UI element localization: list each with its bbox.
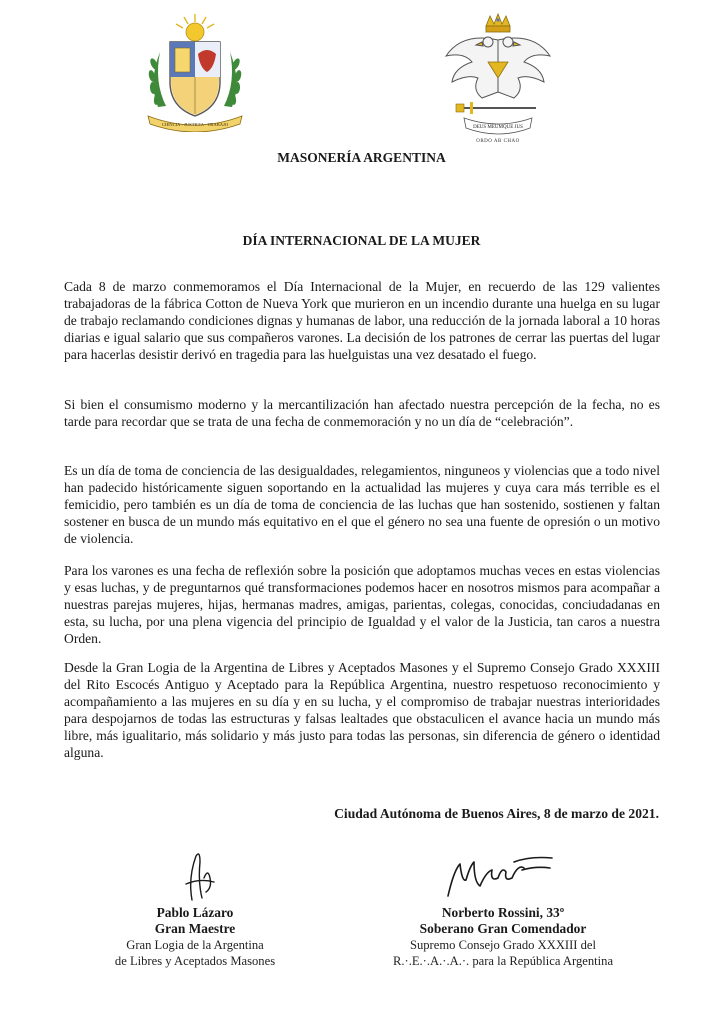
signatory-left — [75, 905, 315, 969]
organization-title: MASONERÍA ARGENTINA — [277, 150, 446, 165]
right-logo-ribbon-text: DEUS MEUMQUE JUS — [473, 125, 523, 130]
double-headed-eagle-logo — [442, 12, 554, 152]
sword-icon — [456, 102, 536, 114]
signatory-affiliation: Gran Logia de la Argentina — [126, 938, 264, 952]
body-paragraph-2: Si bien el consumismo moderno y la mercantilización han afectado nuestra percepción de la fecha, no es tarde para recordar que se trata de una fecha de conmemoración y no un día de “celebración”. — [64, 397, 660, 429]
signatory-affiliation: de Libres y Aceptados Masones — [114, 954, 276, 968]
body-paragraph-1: Cada 8 de marzo conmemoramos el Día Internacional de la Mujer, en recuerdo de las 129 valientes trabajadoras de la fábrica Cotton de Nueva York que murieron en un incendio durante una huelga en su lugar de trabajo reclamando condiciones dignas y humanas de labor, una reducción de la jornada laboral a 10 horas diarias e igual salario que sus compañeros varones. La decisión de los patrones de cerrar las puertas del lugar para hacerlas desistir derivó en tragedia para las huelguistas una vez desatado el fuego. — [64, 279, 660, 362]
sun-emblem — [176, 14, 214, 41]
signatory-name: Norberto Rossini, 33º — [441, 905, 565, 920]
body-paragraph-3: Es un día de toma de conciencia de las desigualdades, relegamientos, ninguneos y violencias que a todo nivel han padecido históricamente siguen soportando en la actualidad las mujeres y cuya cara más terrible es el femicidio, pero también es un día de toma de conciencia de las luchas que han sostenido, sostienen y faltan sostener en busca de un mundo más equitativo en el que el género no sea una fuente de opresión o un motivo de violencia. — [64, 463, 660, 546]
signatory-right — [383, 905, 623, 969]
signature-pablo-lazaro — [170, 848, 230, 904]
crown-icon — [486, 14, 510, 32]
place-date-line: Ciudad Autónoma de Buenos Aires, 8 de marzo de 2021. — [334, 806, 659, 821]
right-logo-caption: ORDO AB CHAO — [476, 139, 520, 144]
left-logo-ribbon-text: CIENCIA · JUSTICIA · TRABAJO — [161, 122, 229, 127]
signatory-name: Pablo Lázaro — [156, 905, 234, 920]
signatory-role: Soberano Gran Comendador — [419, 921, 587, 936]
signature-norberto-rossini — [440, 852, 560, 902]
signatory-role: Gran Maestre — [154, 921, 236, 936]
gran-logia-coat-of-arms-logo — [140, 12, 250, 132]
signatory-affiliation: Supremo Consejo Grado XXXIII del — [409, 938, 597, 952]
body-paragraph-5: Desde la Gran Logia de la Argentina de Libres y Aceptados Masones y el Supremo Consejo Grado XXXIII del Rito Escocés Antiguo y Aceptado para la República Argentina, nuestro respetuoso reconocimiento y acompañamiento a las mujeres en su día y en su lucha, y el compromiso de trabajar nuestras interioridades para despojarnos de todas las estructuras y falsas lealtades que obstaculicen el avance hacia un mundo más libre, más igualitario, más solidario y más justo para todas las personas, sin diferencia de género o identidad alguna. — [64, 660, 660, 760]
body-paragraph-4: Para los varones es una fecha de reflexión sobre la posición que adoptamos muchas veces en estas violencias y esas luchas, y de preguntarnos qué transformaciones podemos hacer en nosotros mismos para acompañar a nuestras parejas mujeres, hijas, hermanas madres, amigas, parientas, colegas, conocidas, conciudadanas en esta, su lucha, por una plena vigencia del principio de Igualdad y el valor de la Justicia, tan caros a nuestra Orden. — [64, 563, 660, 646]
signatory-affiliation: R.·.E.·.A.·.A.·. para la República Argentina — [392, 954, 614, 968]
shield — [170, 42, 220, 116]
document-title: DÍA INTERNACIONAL DE LA MUJER — [242, 233, 481, 248]
